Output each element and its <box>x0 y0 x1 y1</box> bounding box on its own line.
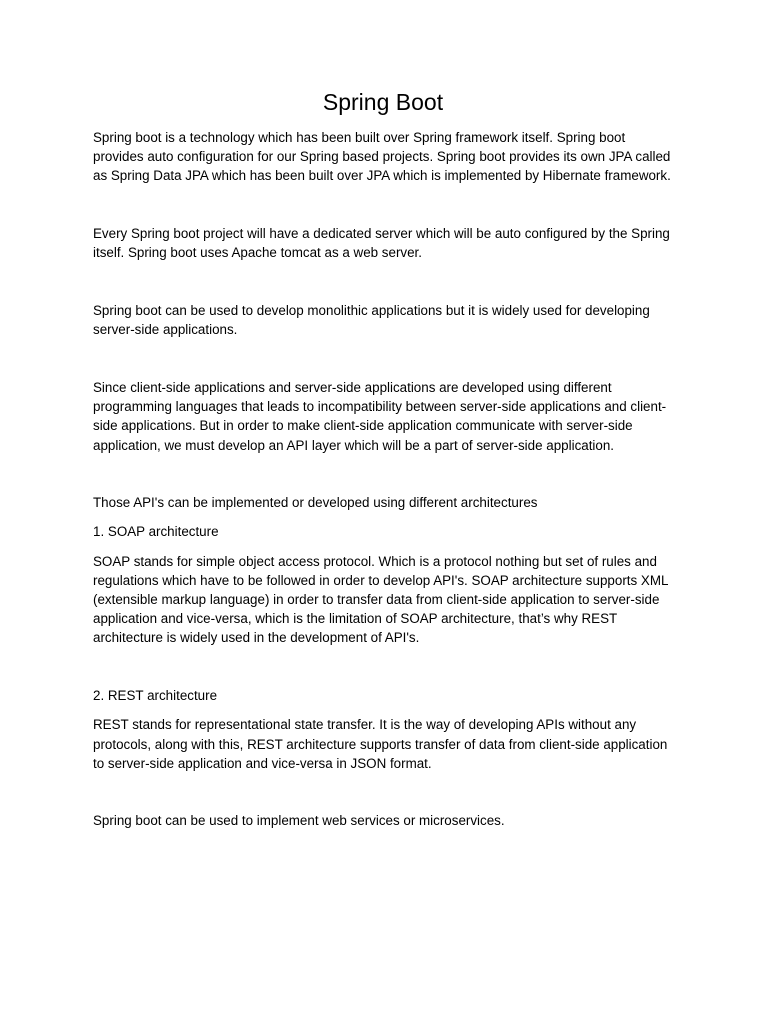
paragraph-api-layer: Since client-side applications and server-side applications are developed using different programming languages that leads to incompatibility between server-side applications and client-side applications. But in order to make client-side application communicate with server-side application, we must develop an API layer which will be a part of server-side application. <box>93 379 667 453</box>
paragraph-server: Every Spring boot project will have a dedicated server which will be auto configured by the Spring itself. Spring boot uses Apache tomcat as a web server. <box>93 226 670 261</box>
document-page <box>93 88 673 831</box>
document-title: Spring Boot <box>322 89 444 115</box>
paragraph-conclusion: Spring boot can be used to implement web services or microservices. <box>93 813 505 829</box>
paragraph-rest: REST stands for representational state transfer. It is the way of developing APIs without any protocols, along with this, REST architecture supports transfer of data from client-side application to server-side application and vice-versa in JSON format. <box>93 717 668 771</box>
paragraph-architectures: Those API's can be implemented or developed using different architectures <box>93 495 538 511</box>
paragraph-soap: SOAP stands for simple object access protocol. Which is a protocol nothing but set of rules and regulations which have to be followed in order to develop API's. SOAP architecture supports XML (extensible markup language) in order to transfer data from client-side application to server-side application and vice-versa, which is the limitation of SOAP architecture, that’s why REST architecture is widely used in the development of API's. <box>93 553 668 646</box>
heading-soap: 1. SOAP architecture <box>93 524 219 540</box>
paragraph-usage: Spring boot can be used to develop monolithic applications but it is widely used for developing server-side applications. <box>93 303 650 338</box>
heading-rest: 2. REST architecture <box>93 688 218 704</box>
paragraph-intro: Spring boot is a technology which has been built over Spring framework itself. Spring boot provides auto configuration for our Spring based projects. Spring boot provides its own JPA called as Spring Data JPA which has been built over JPA which is implemented by Hibernate framework. <box>93 130 671 184</box>
